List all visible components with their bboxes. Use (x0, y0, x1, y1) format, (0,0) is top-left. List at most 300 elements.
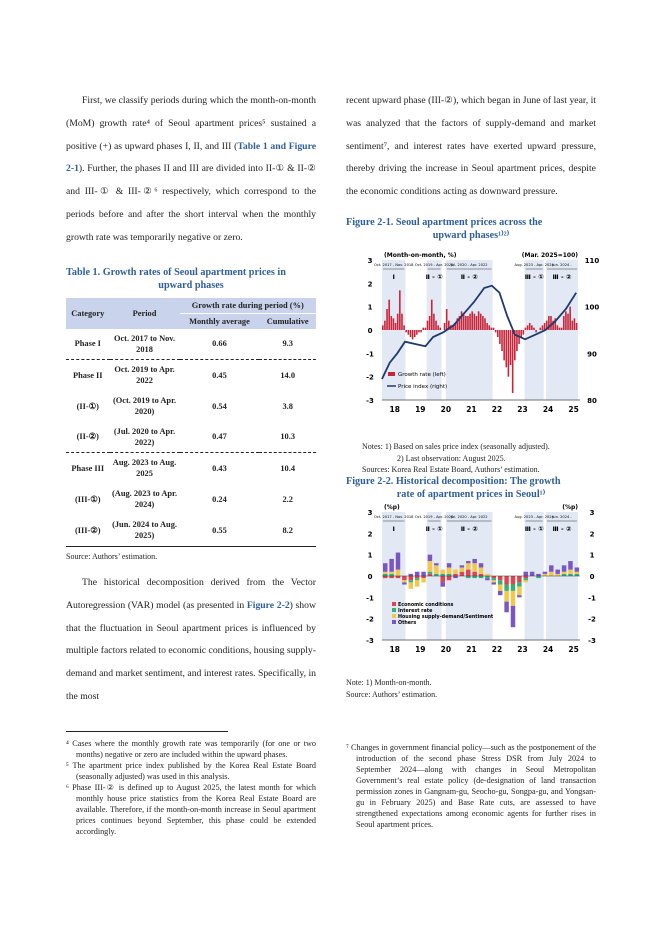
decomp-bar-2 (428, 561, 432, 572)
decomp-bar-0 (466, 570, 470, 576)
cell-monthly: 0.47 (180, 422, 260, 453)
decomp-bar-3 (524, 572, 528, 576)
table-row (66, 484, 316, 515)
footnote-7: ⁷ Changes in government financial policy—such as the postponement of the introduction of the second phase Stress DSR from July 2024 to September 2024—along with changes in Seoul Metropolitan Government’s real estate policy (de-designation of land transaction permission zones in Gangnam-gu, Seocho-gu, Songpa-gu, and Yongsan-gu in February 2025) and Base Rate cuts, are assessed to have strengthened expectations among economic agents for further rises in Seoul apartment prices. (346, 743, 596, 829)
legend-item: Housing supply-demand/Sentiment (398, 615, 494, 620)
right-unit: (Mar. 2025=100) (521, 252, 578, 259)
x-tick: 21 (466, 405, 477, 414)
cell-monthly: 0.54 (212, 401, 227, 411)
left-unit: (Month-on-month, %) (384, 252, 457, 259)
decomp-bar-0 (447, 576, 451, 580)
decomp-bar-2 (472, 563, 476, 572)
left-footnotes (66, 738, 316, 837)
growth-bar (484, 318, 486, 330)
growth-bar (471, 311, 473, 330)
decomp-bar-1 (389, 574, 393, 576)
cell-category: (III-①) (74, 494, 101, 504)
growth-bar (576, 323, 578, 330)
decomp-bar-0 (453, 574, 457, 576)
decomp-bar-1 (568, 574, 572, 576)
x-tick: 20 (440, 405, 452, 414)
decomp-bar-3 (543, 572, 547, 574)
growth-bar (533, 328, 535, 330)
decomp-bar-2 (549, 572, 553, 576)
ref-figure2-2[interactable]: Figure 2-2 (246, 599, 290, 611)
growth-bar (508, 330, 510, 377)
growth-bar (414, 330, 416, 337)
growth-bar (571, 321, 573, 330)
growth-bar (401, 314, 403, 330)
growth-bar (465, 316, 467, 330)
growth-bar (499, 330, 501, 344)
x-tick: 23 (517, 405, 528, 414)
x-tick: 25 (568, 645, 579, 654)
growth-bar (469, 314, 471, 330)
growth-bar (569, 307, 571, 330)
table-row (66, 422, 316, 453)
y-tick-left: -3 (366, 637, 374, 645)
decomp-bar-0 (402, 576, 406, 580)
decomp-bar-3 (389, 559, 393, 572)
footnote-6: ⁶ Phase III-② is defined up to August 2025, the latest month for which monthly house price statistics from the Korea Real Estate Board are available. Therefore, if the month-on-month increase in Seoul apartment prices continues beyond September, this phase could be extended accordingly. (66, 783, 316, 836)
y-tick-left: -1 (366, 594, 374, 603)
decomp-bar-2 (498, 585, 502, 591)
growth-bar (393, 318, 395, 330)
decomp-bar-3 (472, 559, 476, 563)
header-growth-rate: Growth rate during period (%) (180, 298, 316, 314)
decomp-bar-0 (524, 576, 528, 578)
growth-bar (446, 309, 448, 330)
legend-price: Price index (right) (398, 384, 448, 390)
figure1-caption: Figure 2-1. Seoul apartment prices across the upward phases¹⁾²⁾ (346, 216, 543, 241)
decomp-bar-1 (492, 578, 496, 580)
x-tick: 18 (389, 645, 400, 654)
sources: Sources: Korea Real Estate Board, Authors’ estimation. (362, 465, 540, 474)
cell-category: Phase III (71, 463, 105, 473)
growth-bar (482, 316, 484, 330)
table-row (66, 515, 316, 546)
decomp-bar-2 (389, 572, 393, 574)
decomp-bar-0 (396, 576, 400, 578)
growth-bar (531, 325, 533, 330)
cell-period: Oct. 2019 to Apr. 2022 (114, 365, 175, 386)
growth-bar (544, 323, 546, 330)
decomp-bar-3 (517, 595, 521, 597)
decomp-bar-3 (562, 565, 566, 571)
left-unit: (%p) (384, 504, 400, 511)
cell-category: Phase I (66, 329, 110, 360)
growth-bar (427, 321, 429, 330)
phase-label: Ⅲ - ② (552, 525, 572, 533)
cell-cumulative: 2.2 (282, 494, 293, 504)
decomp-bar-3 (536, 574, 540, 576)
decomp-bar-3 (498, 591, 502, 595)
growth-bar (463, 314, 465, 330)
decomp-bar-2 (447, 567, 451, 573)
note-2: 2) Last observation: August 2025. (397, 453, 506, 463)
header-cumulative: Cumulative (259, 313, 316, 329)
phase-label: Ⅰ (392, 525, 395, 533)
decomp-bar-2 (524, 580, 528, 582)
header-monthly: Monthly average (180, 313, 260, 329)
phase-label: Ⅰ (392, 273, 395, 281)
legend-swatch (392, 602, 396, 606)
decomp-bar-1 (466, 576, 470, 578)
x-tick: 21 (466, 645, 477, 654)
decomp-bar-2 (511, 591, 515, 606)
y-tick-left: 1 (367, 303, 373, 312)
growth-bar (523, 330, 525, 335)
decomp-bar-1 (479, 576, 483, 578)
legend-swatch-growth (388, 372, 395, 376)
growth-bar (474, 314, 476, 330)
phase-label: Ⅱ - ② (460, 525, 478, 533)
phase-range: Aug. 2023 - Apr. 2024 (514, 515, 554, 519)
right-column (346, 90, 596, 242)
growth-bar (542, 325, 544, 330)
left-column (66, 90, 316, 709)
phase-label: Ⅲ - ② (552, 273, 572, 281)
ref-table1-figure2-1[interactable]: Table 1 and Figure 2-1 (66, 140, 316, 175)
footnote-divider (66, 731, 228, 732)
growth-bar (540, 328, 542, 330)
phase-range: Jun. 2024 - (552, 515, 572, 519)
decomp-bar-2 (460, 567, 464, 571)
decomp-bar-1 (524, 578, 528, 580)
growth-bar (391, 316, 393, 330)
growth-bar (418, 330, 420, 332)
growth-bar (461, 311, 463, 330)
y-tick-right: 100 (584, 303, 600, 312)
decomp-bar-3 (492, 582, 496, 584)
table-caption: Table 1. Growth rates of Seoul apartment prices in upward phases (66, 266, 286, 291)
y-tick-left: 0 (367, 573, 373, 581)
decomp-bar-2 (485, 574, 489, 576)
growth-bar (550, 316, 552, 330)
growth-bar (467, 316, 469, 330)
phase-label: Ⅱ - ② (460, 273, 478, 281)
cell-cumulative: 10.4 (280, 463, 295, 473)
paragraph-decomposition: The historical decomposition derived from the Vector Autoregression (VAR) model (as presented in Figure 2-2) show that the fluctuation in Seoul apartment prices is influenced by multiple factors related to economic conditions, housing supply-demand and market sentiment, and interest rates. Specifically, in the most (66, 577, 316, 703)
cell-monthly: 0.24 (212, 494, 227, 504)
x-tick: 19 (415, 405, 426, 414)
legend-swatch (392, 614, 396, 618)
x-tick: 22 (491, 405, 503, 414)
note-monthly: Note: 1) Month-on-month. (346, 678, 432, 687)
figure2-caption: Figure 2-2. Historical decomposition: The growth rate of apartment prices in Seoul¹⁾ (346, 476, 561, 500)
growth-bar (397, 314, 399, 330)
decomp-bar-0 (415, 576, 419, 578)
growth-bar (529, 323, 531, 330)
cell-monthly: 0.45 (212, 370, 227, 380)
phase-range: Jun. 2024 - (552, 263, 572, 267)
decomp-bar-2 (543, 574, 547, 576)
legend-item: Others (398, 621, 417, 626)
y-tick-left: 2 (367, 530, 373, 539)
decomp-bar-3 (485, 578, 489, 580)
decomp-bar-3 (440, 582, 444, 586)
figure1-chart (362, 250, 602, 422)
y-tick-left: -1 (366, 350, 374, 359)
growth-bar (565, 311, 567, 330)
cell-period: (Jun. 2024 to Aug. 2025) (112, 520, 177, 541)
footnote-4: ⁴ Cases where the monthly growth rate was temporarily (for one or two months) negative or zero are included within the upward phases. (66, 739, 316, 759)
growth-bar (557, 325, 559, 330)
growth-bar (416, 330, 418, 335)
growth-bar (505, 330, 507, 367)
y-tick-left: 0 (367, 327, 373, 335)
phase-range: Oct. 2019 - Apr. 2020 (414, 263, 454, 267)
x-tick: 19 (415, 645, 426, 654)
growth-bar (493, 328, 495, 330)
cell-cumulative: 8.2 (282, 525, 293, 535)
decomp-bar-1 (447, 574, 451, 576)
decomp-bar-2 (575, 572, 579, 574)
x-tick: 24 (542, 645, 554, 654)
decomp-bar-3 (447, 563, 451, 567)
growth-bar (420, 330, 422, 332)
decomp-bar-1 (485, 576, 489, 578)
y-tick-right: 90 (587, 350, 597, 359)
growth-bar (497, 330, 499, 337)
decomp-bar-0 (383, 576, 387, 578)
decomp-bar-1 (517, 582, 521, 586)
decomp-bar-3 (466, 561, 470, 563)
cell-period: (Aug. 2023 to Apr. 2024) (112, 489, 178, 510)
decomp-bar-2 (562, 572, 566, 574)
legend-growth: Growth rate (left) (398, 372, 446, 378)
paragraph-intro: First, we classify periods during which the month-on-month (MoM) growth rate⁴ of Seoul apartment prices⁵ sustained a positive (+) as upward phases I, II, and III (Table 1 and Figure 2-1). Further, the phases II and III are divided into II-① & II-② and III-① & III-②⁶ respectively, which correspond to the periods before and after the short interval when the monthly growth rate was temporarily negative or zero. (66, 95, 316, 243)
x-tick: 23 (517, 645, 528, 654)
growth-bar (431, 300, 433, 330)
decomp-bar-1 (472, 576, 476, 578)
cell-cumulative: 9.3 (259, 329, 316, 360)
decomp-bar-3 (402, 582, 406, 584)
growth-bar (425, 328, 427, 330)
growth-bar (399, 290, 401, 330)
phase-range: Oct. 2017 - Nov. 2018 (374, 263, 414, 267)
growth-rate-table (66, 298, 316, 546)
growth-bar (478, 311, 480, 330)
growth-bar (535, 330, 537, 332)
y-tick-right: 2 (589, 530, 595, 539)
decomp-bar-2 (402, 580, 406, 582)
decomp-bar-0 (472, 572, 476, 576)
cell-monthly: 0.43 (212, 463, 227, 473)
growth-bar (384, 321, 386, 330)
x-tick: 24 (542, 405, 554, 414)
growth-bar (510, 330, 512, 365)
growth-bar (563, 316, 565, 330)
y-tick-left: -2 (366, 615, 374, 624)
y-tick-right: 3 (589, 509, 595, 517)
header-category: Category (66, 298, 110, 329)
growth-bar (561, 328, 563, 330)
figure1-notes (362, 441, 612, 476)
cell-monthly: 0.66 (180, 329, 260, 360)
decomp-bar-2 (568, 570, 572, 574)
decomp-bar-3 (530, 572, 534, 576)
decomp-bar-3 (575, 567, 579, 571)
legend-swatch (392, 620, 396, 624)
growth-bar (486, 323, 488, 330)
cell-period: Oct. 2017 to Nov. 2018 (110, 329, 180, 360)
y-tick-right: 80 (587, 397, 597, 405)
cell-monthly: 0.55 (212, 525, 227, 535)
cell-category: Phase II (72, 370, 103, 380)
figure2-chart (362, 502, 602, 674)
y-tick-right: 110 (584, 257, 600, 265)
decomp-bar-2 (466, 563, 470, 569)
decomp-bar-1 (498, 580, 502, 584)
decomp-bar-3 (428, 555, 432, 561)
y-tick-left: -3 (366, 397, 374, 405)
paragraph-recent-phase: recent upward phase (III-②), which began in June of last year, it was analyzed that the factors of supply-demand and market sentiment⁷, and interest rates have exerted upward pressure, thereby driving the increase in Seoul apartment prices, despite the economic conditions acting as downward pressure. (346, 95, 596, 198)
decomp-bar-0 (498, 576, 502, 580)
growth-bar (422, 328, 424, 330)
growth-bar (403, 325, 405, 330)
decomp-bar-3 (511, 606, 515, 627)
decomp-bar-1 (409, 580, 413, 582)
decomp-bar-3 (434, 563, 438, 565)
phase-range: Oct. 2019 - Apr. 2020 (414, 515, 454, 519)
y-tick-left: 1 (367, 551, 373, 560)
decomp-bar-3 (549, 565, 553, 571)
growth-bar (480, 314, 482, 330)
decomp-bar-2 (396, 570, 400, 576)
y-tick-left: 2 (367, 280, 373, 289)
x-tick: 25 (568, 405, 579, 414)
decomp-bar-0 (428, 574, 432, 576)
y-tick-right: 0 (589, 573, 595, 581)
y-tick-right: -1 (588, 594, 596, 603)
y-tick-left: 3 (367, 509, 373, 517)
decomp-bar-3 (421, 572, 425, 576)
decomp-bar-3 (568, 561, 572, 570)
y-tick-left: 3 (367, 257, 373, 265)
decomp-bar-2 (421, 578, 425, 582)
decomp-bar-0 (511, 576, 515, 585)
decomp-bar-3 (555, 570, 559, 574)
x-tick: 18 (389, 405, 400, 414)
y-tick-right: 1 (589, 551, 595, 560)
decomp-bar-1 (504, 585, 508, 591)
decomp-bar-0 (504, 576, 508, 585)
growth-bar (395, 323, 397, 330)
growth-bar (435, 321, 437, 330)
growth-bar (405, 330, 407, 332)
growth-bar (410, 330, 412, 337)
decomp-bar-2 (504, 591, 508, 602)
decomp-bar-2 (479, 567, 483, 573)
decomp-bar-0 (460, 572, 464, 576)
decomp-bar-0 (492, 576, 496, 578)
y-tick-right: -3 (588, 637, 596, 645)
decomp-bar-3 (383, 563, 387, 572)
legend-item: Economic conditions (398, 603, 454, 608)
decomp-bar-3 (460, 565, 464, 567)
decomp-bar-3 (409, 574, 413, 576)
growth-bar (412, 330, 414, 339)
growth-bar (567, 314, 569, 330)
growth-bar (429, 316, 431, 330)
x-tick: 20 (440, 645, 452, 654)
decomp-bar-2 (440, 570, 444, 574)
growth-bar (512, 330, 514, 393)
growth-bar (433, 314, 435, 330)
y-tick-left: -2 (366, 373, 374, 382)
cell-period: (Jul. 2020 to Apr. 2022) (110, 422, 180, 453)
decomp-bar-3 (415, 572, 419, 576)
decomp-bar-1 (383, 574, 387, 576)
decomp-bar-1 (415, 578, 419, 580)
decomp-bar-0 (421, 576, 425, 578)
decomp-bar-0 (409, 576, 413, 580)
x-tick: 22 (491, 645, 503, 654)
decomp-bar-2 (555, 574, 559, 576)
growth-bar (525, 328, 527, 330)
cell-cumulative: 10.3 (259, 422, 316, 453)
table-row (66, 391, 316, 422)
decomp-bar-2 (517, 587, 521, 596)
growth-bar (559, 328, 561, 330)
phase-label: Ⅲ - ① (524, 273, 544, 281)
growth-bar (388, 300, 390, 330)
decomp-bar-3 (479, 563, 483, 567)
decomp-bar-2 (492, 580, 496, 582)
phase-label: Ⅲ - ① (524, 525, 544, 533)
decomp-bar-1 (511, 585, 515, 591)
growth-bar (501, 330, 503, 351)
legend-item: Interest rate (398, 609, 433, 614)
growth-bar (527, 325, 529, 330)
cell-category: (II-①) (76, 401, 99, 411)
decomp-bar-2 (409, 582, 413, 588)
decomp-bar-1 (440, 574, 444, 576)
phase-range: Jul. 2020 - Apr. 2022 (450, 263, 488, 267)
footnote-5: ⁵ The apartment price index published by the Korea Real Estate Board (seasonally adjusted) was used in this analysis. (66, 761, 316, 781)
cell-period: Aug. 2023 to Aug. 2025 (112, 458, 177, 479)
decomp-bar-0 (440, 576, 444, 582)
growth-bar (437, 325, 439, 330)
growth-bar (444, 323, 446, 330)
source: Source: Authors’ estimation. (346, 689, 438, 699)
growth-bar (495, 330, 497, 332)
table-row (66, 360, 316, 391)
cell-category: (III-②) (74, 525, 101, 535)
decomp-bar-2 (383, 572, 387, 574)
phase-label: Ⅱ - ① (425, 273, 443, 281)
decomp-bar-1 (562, 574, 566, 576)
growth-bar (516, 330, 518, 351)
decomp-bar-3 (504, 602, 508, 613)
decomp-bar-0 (389, 576, 393, 578)
growth-bar (386, 309, 388, 330)
cell-period: (Oct. 2019 to Apr. 2020) (112, 396, 177, 417)
growth-bar (503, 330, 505, 360)
decomp-bar-3 (396, 553, 400, 570)
decomp-bar-2 (434, 565, 438, 574)
cell-category: (II-②) (66, 422, 110, 453)
growth-bar (476, 316, 478, 330)
growth-bar (382, 325, 384, 330)
growth-bar (408, 330, 410, 335)
header-period: Period (110, 298, 180, 329)
figure2-notes (346, 677, 596, 700)
table-source: Source: Authors’ estimation. (66, 546, 316, 563)
cell-cumulative: 3.8 (282, 401, 293, 411)
phase-range: Aug. 2023 - Apr. 2024 (514, 263, 554, 267)
